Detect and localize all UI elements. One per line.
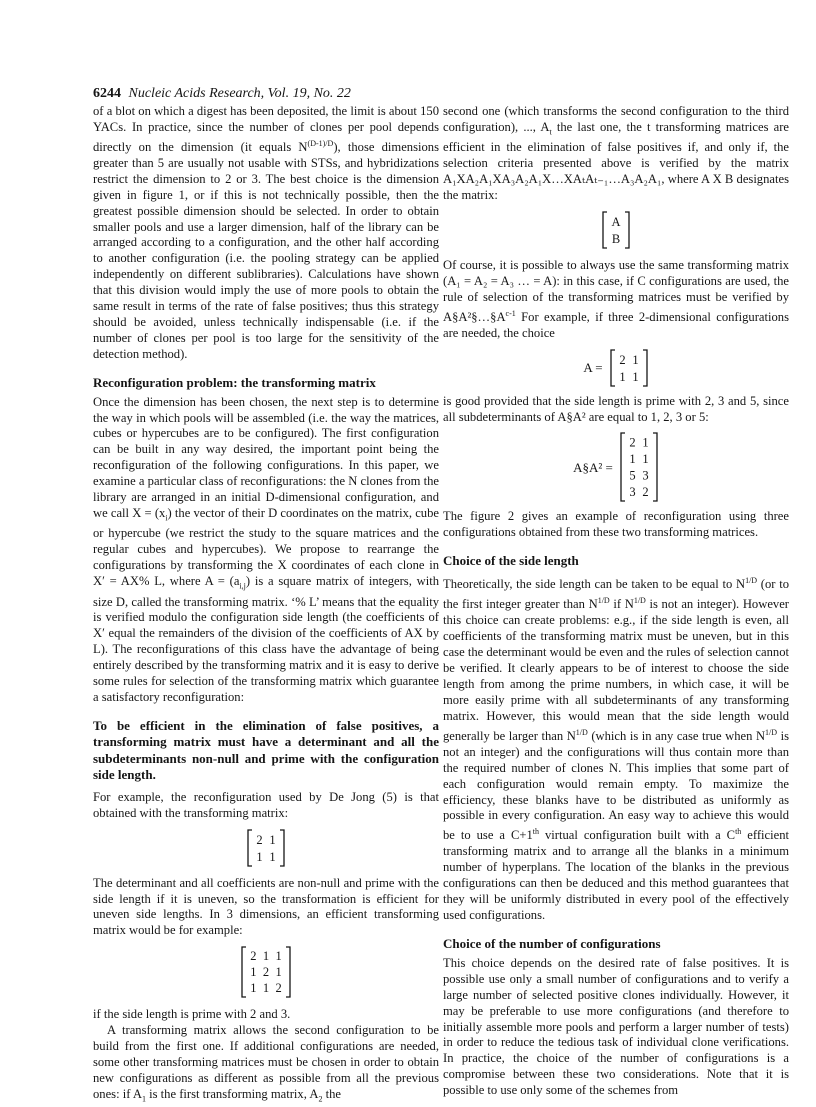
matrix-entry: 2	[629, 435, 636, 450]
selection-rule: To be efficient in the elimination of false positives, a transforming matrix must have a determinant and all the subdeterminants non-null and prime with the configuration side length.	[93, 717, 439, 783]
matrix-entry: 1	[632, 369, 639, 384]
matrix-entry: 1	[629, 452, 636, 467]
section-heading-number-configurations: Choice of the number of configurations	[443, 935, 661, 951]
matrix-bracket	[248, 830, 284, 866]
page-number: 6244	[93, 86, 121, 101]
matrix-entry: 3	[629, 485, 636, 500]
matrix-entry: 2	[619, 352, 626, 367]
matrix-entry: 1	[275, 949, 282, 964]
equation-a	[443, 348, 789, 388]
left-column	[93, 104, 439, 1107]
matrix-entry: 1	[250, 965, 257, 980]
matrix-entry: 1	[269, 832, 276, 847]
left-paragraph-1: of a blot on which a digest has been deposited, the limit is about 150 YACs. In practice, since the number of clones per pool depends directly on the dimension (it equals $N^{(D-1)/D}$), those dimensions greater than 5 are usually not usable with STSs, and hybridizations restrict the dimension to 2 or 3. The best choice is the dimension given in figure 1, or if this is not technically possible, then the greatest possible dimension should be selected. In order to obtain smaller pools and use a larger dimension, half of the library can be arranged according to a configuration, and the other half according to another configuration (i.e. the pooling strategy can be applied independently on different sublibraries). Calculations have shown that this division would imply the use of more pools to obtain the same result in terms of the rate of false positives; thus this strategy should be avoided, unless technically indispensable (i.e. if the number of clones per pool is too large for the sensitivity of the detection method).	[93, 104, 439, 361]
matrix-entry: 2	[262, 965, 270, 980]
right-paragraph-3: is good provided that the side length is prime with 2, 3 and 5, since all subdeterminants of A§A² are equal to 1, 2, 3 or 5:	[443, 393, 789, 424]
right-column	[443, 104, 789, 1099]
left-paragraph-3: For example, the reconfiguration used by De Jong (5) is that obtained with the transforming matrix:	[93, 789, 439, 820]
right-paragraph-6: This choice depends on the desired rate of false positives. It is possible use only a small number of configurations and to verify a large number of selected positive clones individually. However, it may be preferable to use more configurations (and therefore to initially assemble more pools and perform a larger number of tests) in order to reduce the tedious task of individual clone verifications. In practice, the choice of the number of configurations is a compromise between these two considerations. Note that it is possible to use only some of the schemes from	[443, 955, 789, 1098]
right-paragraph-2: Of course, it is possible to always use the same transforming matrix (A₁ = A₂ = A₃ … = A): in this case, if C configurations are used, the rule of selection of the transforming matrices must be verified by $A\S A^2\S\dots\S A^{c-1}$ For example, if three 2-dimensional configurations are needed, the choice	[443, 257, 789, 340]
matrix-bracket	[621, 433, 657, 501]
matrix-entry: A	[611, 214, 621, 229]
matrix-entry: 1	[642, 452, 649, 467]
left-paragraph-6: A transforming matrix allows the second configuration to be build from the first one. If additional configurations are needed, some other transforming matrices must be chosen in order to obtain new configurations as different as possible from all the previous ones: if $A_1$ is the first transforming matrix, $A_2$ the	[93, 1023, 439, 1104]
matrix-entry: 1	[619, 369, 626, 384]
matrix-entry: 1	[642, 435, 649, 450]
matrix-entry: 2	[275, 981, 282, 996]
matrix-entry: 1	[262, 949, 270, 964]
equation-aa2-label: A§A² =	[573, 459, 613, 475]
matrix-bracket	[611, 350, 647, 386]
matrix-entry: 1	[262, 981, 270, 996]
matrix-a-over-b	[601, 210, 631, 250]
matrix-3d	[240, 945, 292, 999]
left-paragraph-5: if the side length is prime with 2 and 3.	[93, 1007, 291, 1022]
right-paragraph-4: The figure 2 gives an example of reconfiguration using three configurations obtained from these two transforming matrices.	[443, 509, 789, 540]
journal-citation: Nucleic Acids Research, Vol. 19, No. 22	[128, 86, 351, 101]
matrix-dejong	[246, 828, 286, 868]
right-paragraph-1: second one (which transforms the second configuration to the third configuration), ..., $A_t$ the last one, the t transforming matrices are efficient in the elimination of false positives if, and only if, the selection criteria presented above is verified by the matrix A₁XA₂A₁XA₃A₂A₁X…XAₜAₜ₋₁…A₃A₂A₁, where A X B designates the matrix:	[443, 104, 789, 203]
matrix-entry: 1	[275, 965, 282, 980]
matrix-entry: 1	[269, 849, 276, 864]
matrix-entry: 5	[629, 468, 636, 483]
equation-a-label: A =	[583, 359, 603, 375]
matrix-entry: 1	[256, 849, 263, 864]
running-header	[93, 86, 351, 102]
matrix-entry: 3	[642, 468, 649, 483]
left-paragraph-2: Once the dimension has been chosen, the next step is to determine the way in which pools will be assembled (i.e. the way the matrices, cubes or hypercubes are to be configured). The first configuration can be built in any way desired, the important point being the reconfiguration of the following configurations. In this paper, we examine a particular class of reconfigurations: the N clones from the library are arranged in an initial D-dimensional configuration, and we call $X = (x_i)$ the vector of their D coordinates on the matrix, cube or hypercube (we restrict the study to the square matrices and the regular cubes and hypercubes). We propose to rearrange the configurations by transforming the X coordinates of each clone in X′ = AX% L, where $A = (a_{i,j})$ is a square matrix of integers, with size D, called the transforming matrix. ‘% L’ means that the equality is verified modulo the configuration side length (the coefficients of X′ equal the remainders of the division of the coefficients of AX by L). The reconfigurations of this class have the advantage of being entirely described by the transforming matrix and it is easy to derive some rules for selection of the transforming matrix which guarantee a satisfactory reconfiguration:	[93, 394, 439, 704]
matrix-entry: 1	[632, 352, 639, 367]
equation-aa2	[443, 431, 789, 503]
section-heading-reconfiguration: Reconfiguration problem: the transforming matrix	[93, 374, 376, 390]
matrix-entry: B	[611, 231, 621, 246]
left-paragraph-4: The determinant and all coefficients are non-null and prime with the side length if it is uneven, so the transformation is efficient for uneven side lengths. In 3 dimensions, an efficient transforming matrix would be for example:	[93, 875, 439, 938]
matrix-entry: 2	[256, 832, 263, 847]
matrix-entry: 1	[250, 981, 257, 996]
right-paragraph-5: Theoretically, the side length can be taken to be equal to $N^{1/D}$ (or to the first integer greater than $N^{1/D}$ if $N^{1/D}$ is not an integer). However this choice can create problems: e.g., if the side length is even, all coefficients of the transforming matrix must be uneven, but in this case the determinant would be even and the rules of selection cannot be verified. It clearly appears to be of interest to choose the side length from among the prime numbers, in which case, it will be more easily prime with all subdeterminants of any transforming matrix. However, this would mean that the side length would generally be larger than $N^{1/D}$ (which is in any case true when $N^{1/D}$ is not an integer) and the configurations will thus contain more than the required number of clones N. This implies that some part of each configuration would remain empty. To maximize the efficiency, these blanks have to be distributed as uniformly as possible in every configuration. An easy way to achieve this would be to use a C+1th virtual configuration built with a Cth efficient transforming matrix and to arrange all the blanks in a minimum number of hyperplans. The location of the blanks in the previous configurations can then be deduced and this method guarantees that they will be uniformly distributed in every pool of the effectively used configurations.	[443, 576, 789, 923]
matrix-entry: 2	[250, 949, 257, 964]
matrix-aa2	[619, 431, 659, 503]
matrix-entry: 2	[642, 485, 649, 500]
matrix-a	[609, 348, 649, 388]
section-heading-side-length: Choice of the side length	[443, 553, 579, 569]
